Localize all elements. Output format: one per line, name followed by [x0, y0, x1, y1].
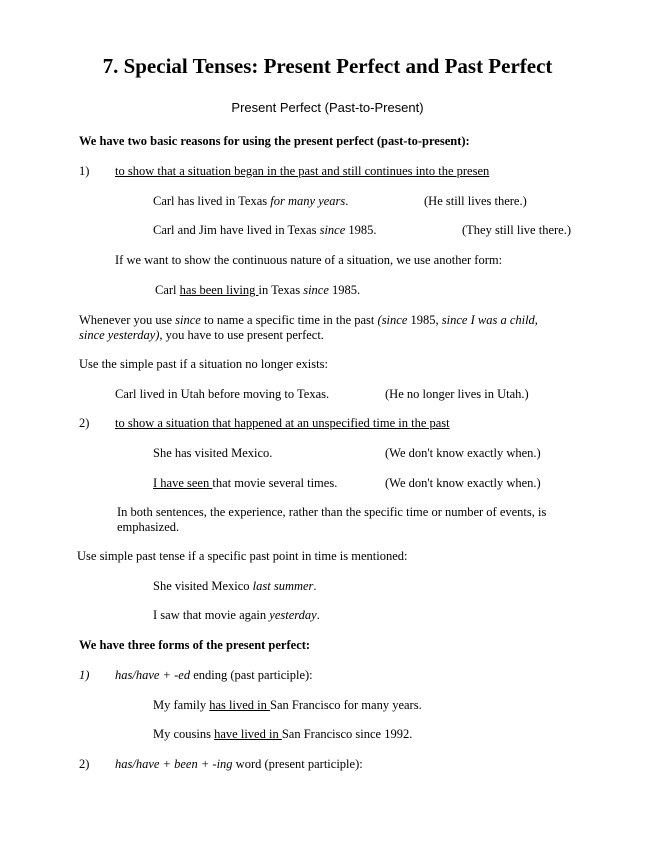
both-sentences-line-2: emphasized.: [117, 520, 180, 534]
form-1-number: 1): [79, 668, 90, 682]
form-2-number: 2): [79, 757, 90, 771]
reason-1-text: to show that a situation began in the past and still continues into the presen: [115, 164, 490, 178]
example-cousins: My cousins have lived in San Francisco since 1992.: [153, 727, 413, 741]
example-movie: I have seen that movie several times.: [153, 476, 338, 490]
example-carl-texas: Carl has lived in Texas for many years.: [153, 194, 349, 208]
form-1-text: has/have + -ed ending (past participle):: [115, 668, 313, 682]
example-carl-jim: Carl and Jim have lived in Texas since 1985.: [153, 223, 377, 237]
reason-2-number: 2): [79, 416, 90, 430]
continuous-intro: If we want to show the continuous nature of a situation, we use another form:: [115, 253, 503, 267]
simple-past-note: Use the simple past if a situation no longer exists:: [79, 357, 328, 371]
example-utah: Carl lived in Utah before moving to Texas.: [115, 387, 330, 401]
since-note-line-2: since yesterday), you have to use present perfect.: [79, 328, 324, 342]
both-sentences-line-1: In both sentences, the experience, rather than the specific time or number of events, is: [117, 505, 547, 519]
example-carl-texas-note: (He still lives there.): [424, 194, 527, 208]
example-utah-note: (He no longer lives in Utah.): [385, 387, 529, 401]
page-subtitle: Present Perfect (Past-to-Present): [231, 100, 424, 115]
example-yesterday: I saw that movie again yesterday.: [153, 608, 320, 622]
page-title: 7. Special Tenses: Present Perfect and Past Perfect: [102, 54, 553, 78]
specific-past-note: Use simple past tense if a specific past point in time is mentioned:: [77, 549, 408, 563]
example-movie-note: (We don't know exactly when.): [385, 476, 541, 490]
section-heading-forms: We have three forms of the present perfect:: [79, 638, 311, 652]
example-mexico: She has visited Mexico.: [153, 446, 273, 460]
reason-2-text: to show a situation that happened at an unspecified time in the past: [115, 416, 450, 430]
example-carl-jim-note: (They still live there.): [462, 223, 571, 237]
example-continuous: Carl has been living in Texas since 1985.: [155, 283, 361, 297]
form-2-text: has/have + been + -ing word (present participle):: [115, 757, 363, 771]
example-family: My family has lived in San Francisco for many years.: [153, 698, 422, 712]
example-mexico-note: (We don't know exactly when.): [385, 446, 541, 460]
since-note-line-1: Whenever you use since to name a specific time in the past (since 1985, since I was a child,: [79, 313, 538, 327]
section-heading-reasons: We have two basic reasons for using the present perfect (past-to-present):: [79, 134, 470, 148]
reason-1-number: 1): [79, 164, 90, 178]
example-last-summer: She visited Mexico last summer.: [153, 579, 317, 593]
